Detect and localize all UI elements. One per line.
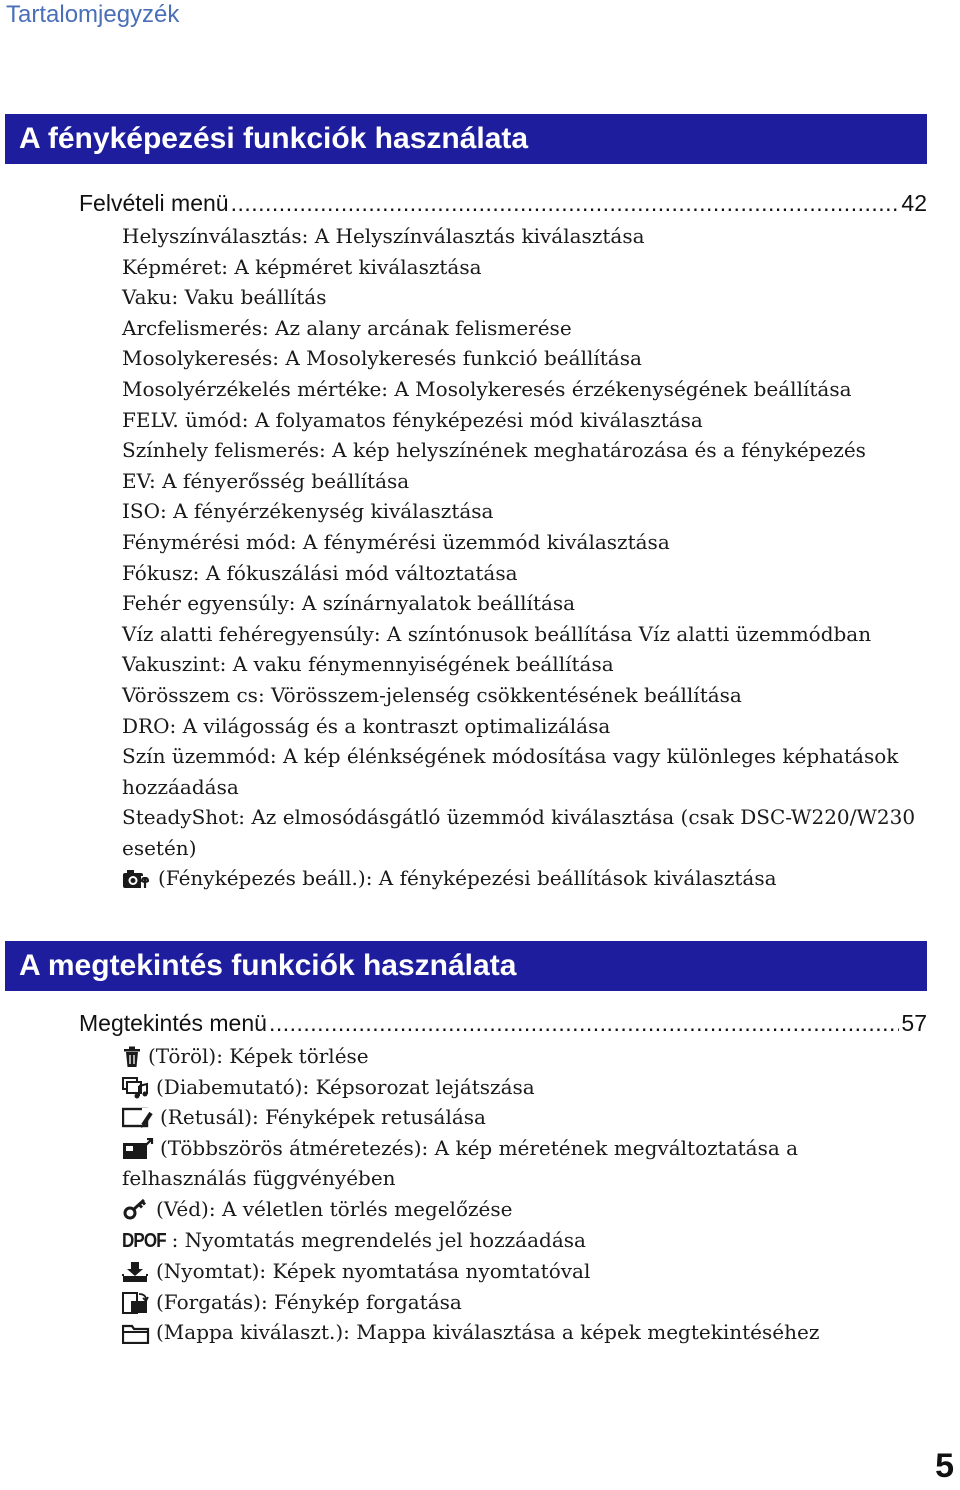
list-item-folder: (Mappa kiválaszt.): Mappa kiválasztása a képek megtekintéséhez bbox=[122, 1317, 922, 1348]
menu-entry-shooting[interactable] bbox=[79, 190, 927, 220]
retouch-icon bbox=[122, 1107, 154, 1129]
list-item: Fénymérési mód: A fénymérési üzemmód kiválasztása bbox=[122, 529, 670, 554]
viewing-menu-items bbox=[122, 1041, 922, 1348]
menu-page: 42 bbox=[901, 190, 927, 216]
list-item: Mosolyérzékelés mértéke: A Mosolykeresés érzékenységének beállítása bbox=[122, 376, 852, 401]
list-item: DRO: A világosság és a kontraszt optimalizálása bbox=[122, 713, 611, 738]
leader-dots bbox=[269, 1010, 899, 1037]
list-item: Helyszínválasztás: A Helyszínválasztás kiválasztása bbox=[122, 224, 645, 248]
menu-entry-viewing[interactable] bbox=[79, 1010, 927, 1040]
print-icon bbox=[122, 1261, 150, 1283]
list-item-multi-resize: (Többszörös átméretezés): A kép méretének megváltoztatása a felhasználás függvényében bbox=[122, 1135, 799, 1191]
list-item-slideshow: (Diabemutató): Képsorozat lejátszása bbox=[122, 1072, 922, 1103]
leader-dots bbox=[231, 190, 900, 217]
multi-resize-icon bbox=[122, 1138, 154, 1160]
list-item-dpof: DPOF : Nyomtatás megrendelés jel hozzáadása bbox=[122, 1225, 922, 1257]
section-header-shooting: A fényképezési funkciók használata bbox=[5, 114, 927, 164]
list-item: SteadyShot: Az elmosódásgátló üzemmód kiválasztása (csak DSC-W220/W230 esetén) bbox=[122, 805, 916, 860]
menu-label: Megtekintés menü bbox=[79, 1010, 267, 1036]
toc-link[interactable]: Tartalomjegyzék bbox=[6, 1, 180, 28]
rotate-icon bbox=[122, 1292, 150, 1314]
folder-icon bbox=[122, 1322, 150, 1344]
list-item: Fehér egyensúly: A színárnyalatok beállítása bbox=[122, 591, 576, 616]
camera-setting-text: (Fényképezés beáll.): A fényképezési beállítások kiválasztása bbox=[158, 866, 777, 891]
menu-page: 57 bbox=[901, 1010, 927, 1036]
list-item-camera-setting bbox=[122, 863, 922, 894]
list-item: Fókusz: A fókuszálási mód változtatása bbox=[122, 560, 518, 585]
shooting-menu-items bbox=[122, 221, 922, 894]
list-item: Arcfelismerés: Az alany arcának felismerése bbox=[122, 315, 572, 340]
list-item: Vörösszem cs: Vörösszem-jelenség csökkentésének beállítása bbox=[122, 682, 742, 707]
trash-icon bbox=[122, 1046, 142, 1068]
menu-label: Felvételi menü bbox=[79, 190, 229, 216]
section-header-viewing: A megtekintés funkciók használata bbox=[5, 941, 927, 991]
list-item-rotate: (Forgatás): Fénykép forgatása bbox=[122, 1287, 922, 1318]
list-item: Vaku: Vaku beállítás bbox=[122, 285, 327, 310]
list-item: Képméret: A képméret kiválasztása bbox=[122, 254, 482, 279]
slideshow-icon bbox=[122, 1077, 150, 1099]
camera-setting-icon bbox=[122, 868, 152, 890]
list-item: Mosolykeresés: A Mosolykeresés funkció beállítása bbox=[122, 346, 642, 371]
list-item: EV: A fényerősség beállítása bbox=[122, 468, 410, 493]
list-item: Szín üzemmód: A kép élénkségének módosítása vagy különleges képhatások hozzáadása bbox=[122, 744, 899, 799]
page-number: 5 bbox=[935, 1447, 954, 1485]
list-item-delete: (Töröl): Képek törlése bbox=[122, 1041, 922, 1072]
key-icon bbox=[122, 1199, 150, 1221]
dpof-icon: DPOF bbox=[122, 1229, 166, 1252]
list-item: FELV. ümód: A folyamatos fényképezési mód kiválasztása bbox=[122, 407, 703, 432]
list-item: ISO: A fényérzékenység kiválasztása bbox=[122, 499, 494, 524]
list-item: Vakuszint: A vaku fénymennyiségének beállítása bbox=[122, 652, 614, 677]
list-item-retouch: (Retusál): Fényképek retusálása bbox=[122, 1102, 922, 1133]
list-item-protect: (Véd): A véletlen törlés megelőzése bbox=[122, 1194, 922, 1225]
list-item: Víz alatti fehéregyensúly: A színtónusok beállítása Víz alatti üzemmódban bbox=[122, 621, 872, 646]
list-item-print: (Nyomtat): Képek nyomtatása nyomtatóval bbox=[122, 1256, 922, 1287]
list-item: Színhely felismerés: A kép helyszínének meghatározása és a fényképezés bbox=[122, 438, 866, 463]
